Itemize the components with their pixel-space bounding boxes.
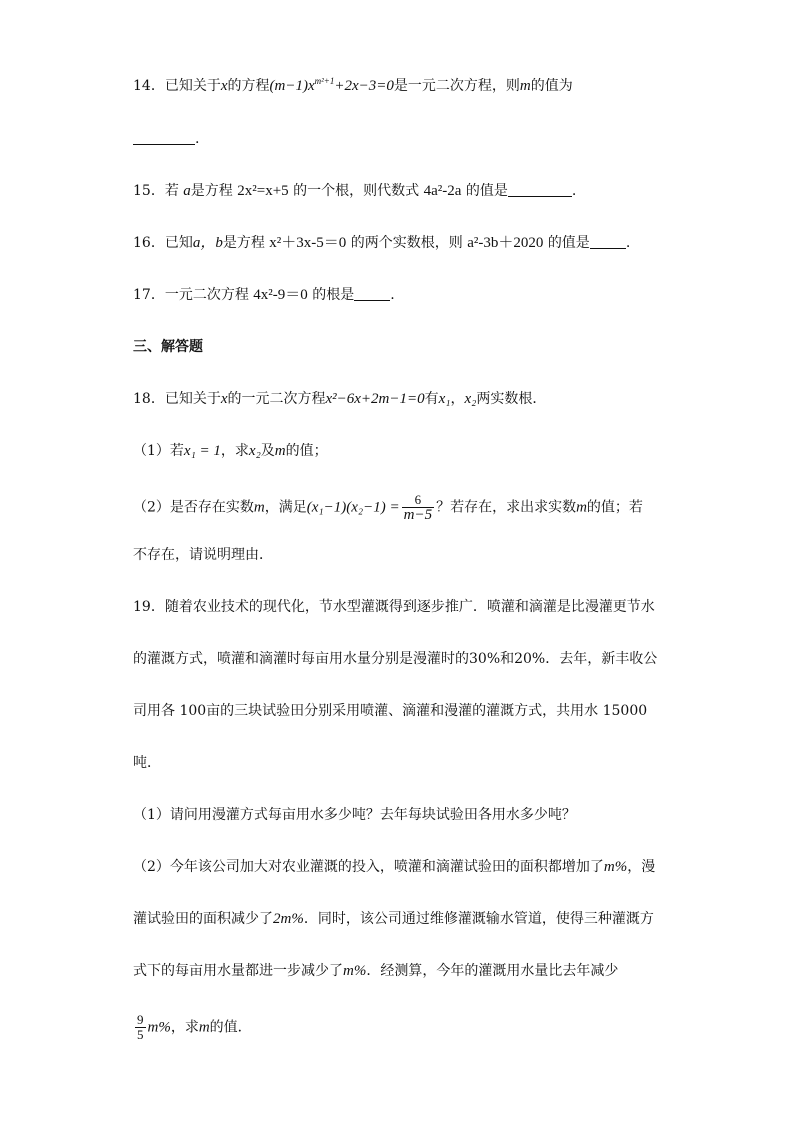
question-17 — [133, 285, 661, 305]
q15-expression: 4a²-2a — [423, 183, 462, 199]
question-19-part-2-cont-2 — [133, 961, 661, 981]
q19-p2-text: ．同时，该公司通过维修灌溉输水管道，使得三种灌溉方 — [303, 911, 654, 927]
q19-p2-text: ，求 — [170, 1019, 199, 1036]
q14-text: 14．已知关于 — [133, 78, 221, 94]
answer-blank[interactable] — [590, 234, 626, 249]
q18-p1-condition: x₁ = 1 — [183, 443, 221, 459]
fraction-denominator: m−5 — [403, 507, 433, 523]
q16-vars: a，b — [192, 235, 223, 251]
q14-text: 是一元二次方程，则 — [393, 78, 520, 94]
question-19-line-1 — [133, 597, 661, 617]
question-18 — [133, 389, 661, 409]
q19-p2-m-percent: m% — [603, 859, 628, 875]
fraction-denominator: 5 — [137, 1027, 144, 1042]
q19-p1-text: （1）请问用漫灌方式每亩用水多少吨？去年每块试验田各用水多少吨？ — [133, 807, 576, 823]
question-19-part-2-cont-1 — [133, 909, 661, 929]
q19-text: 19．随着农业技术的现代化，节水型灌溉得到逐步推广．喷灌和滴灌是比漫灌更节水 — [133, 599, 655, 615]
section-title: 三、解答题 — [133, 339, 203, 355]
question-19-line-2 — [133, 649, 661, 669]
question-18-part-2 — [133, 493, 661, 522]
question-15 — [133, 181, 661, 201]
q18-p1-var-x2: x₂ — [248, 443, 261, 459]
q19-p2-m-percent: m% — [147, 1019, 171, 1036]
q19-p2-2m-percent: 2m% — [273, 911, 304, 927]
q15-equation: 2x²=x+5 — [237, 183, 289, 199]
q18-p2-lhs: (x₁−1)(x₂−1) = — [306, 499, 400, 516]
q19-text: 的灌溉方式，喷灌和滴灌时每亩用水量分别是漫灌时的30%和20%．去年，新丰收公 — [133, 651, 658, 667]
q16-text: 的两个实数根，则 — [350, 235, 463, 251]
q17-equation: 4x²-9＝0 — [253, 287, 308, 303]
q14-var-x: x — [220, 78, 228, 94]
q15-text: 的值是 — [465, 183, 508, 199]
q18-p2-var-m: m — [576, 499, 587, 516]
q17-end: . — [390, 287, 395, 303]
q18-p1-var-m: m — [274, 443, 286, 459]
question-19-line-4 — [133, 753, 661, 773]
q19-p2-text: 灌试验田的面积减少了 — [133, 911, 273, 927]
answer-blank[interactable] — [354, 286, 390, 301]
q14-eq-base: (m−1)x — [269, 78, 315, 94]
q18-root-x2: x₂ — [464, 391, 477, 407]
q18-p1-text: 的值； — [285, 443, 328, 459]
q18-p2-text: ，满足 — [264, 499, 307, 516]
q19-p2-text: ，漫 — [627, 859, 656, 875]
q18-p2-text: 的值；若 — [586, 499, 643, 516]
question-19-part-2-cont-3 — [133, 1013, 661, 1042]
q14-var-m: m — [519, 78, 531, 94]
q14-eq-rest: +2x−3=0 — [334, 78, 394, 94]
question-16 — [133, 233, 661, 253]
q18-text: 18．已知关于 — [133, 391, 221, 407]
q19-p2-m-percent: m% — [343, 963, 367, 979]
question-14 — [133, 76, 661, 96]
q18-var-x: x — [220, 391, 228, 407]
q18-text: 的一元二次方程 — [227, 391, 326, 407]
q15-end: . — [571, 183, 577, 199]
q18-p2-fraction — [402, 493, 434, 522]
q18-text: 两实数根． — [476, 391, 547, 407]
q15-text: 15．若 — [133, 183, 179, 199]
q16-equation: x²＋3x-5＝0 — [269, 235, 347, 251]
q18-root-x1: x₁ — [438, 391, 451, 407]
q19-p2-text: （2）今年该公司加大对农业灌溉的投入，喷灌和滴灌试验田的面积都增加了 — [133, 859, 604, 875]
q17-text: 17．一元二次方程 — [133, 287, 249, 303]
q19-text: 司用各 100亩的三块试验田分别采用喷灌、滴灌和漫灌的灌溉方式，共用水 15000 — [133, 703, 648, 719]
q18-p2-text: （2）是否存在实数 — [133, 499, 254, 516]
fraction-numerator: 9 — [137, 1012, 144, 1027]
q14-end: . — [195, 131, 200, 147]
q15-var-a: a — [183, 183, 191, 199]
q15-text: 是方程 — [190, 183, 233, 199]
q16-text: 是方程 — [222, 235, 265, 251]
q16-end: . — [625, 235, 631, 251]
q17-text: 的根是 — [312, 287, 355, 303]
answer-blank[interactable] — [508, 182, 572, 197]
q19-p2-var-m: m — [198, 1019, 210, 1036]
q15-text: 的一个根，则代数式 — [293, 183, 420, 199]
q19-text: 吨． — [133, 755, 161, 771]
q16-text: 的值是 — [547, 235, 590, 251]
q18-equation: x²−6x+2m−1=0 — [325, 391, 425, 407]
q14-text: 的方程 — [227, 78, 270, 94]
q19-p2-text: 式下的每亩用水量都进一步减少了 — [133, 963, 343, 979]
fraction-numerator: 6 — [414, 492, 422, 507]
q18-p1-text: （1）若 — [133, 443, 184, 459]
q19-fraction — [135, 1013, 146, 1042]
q18-p1-text: 及 — [260, 443, 275, 459]
question-18-part-2-cont — [133, 545, 661, 565]
q18-text: 有 — [424, 391, 439, 407]
q16-text: 16．已知 — [133, 235, 193, 251]
q19-p2-text: 的值． — [209, 1019, 252, 1036]
question-19-line-3 — [133, 701, 661, 721]
q19-p2-text: ．经测算，今年的灌溉用水量比去年减少 — [366, 963, 619, 979]
answer-blank[interactable] — [133, 130, 195, 145]
question-19-part-2 — [133, 857, 661, 877]
question-18-part-1 — [133, 441, 661, 461]
q18-p2-var-m: m — [253, 499, 265, 516]
q18-separator: ， — [450, 391, 465, 407]
q16-expression: a²-3b＋2020 — [467, 235, 544, 251]
section-heading — [133, 337, 661, 357]
question-14-answer-line — [133, 129, 661, 149]
question-19-part-1 — [133, 805, 661, 825]
q14-text: 的值为 — [530, 78, 573, 94]
q18-p2-text: 不存在，请说明理由． — [133, 547, 273, 563]
q14-equation — [270, 78, 394, 94]
q18-p1-text: ，求 — [220, 443, 249, 459]
q14-eq-exponent: m²+1 — [314, 76, 335, 86]
q18-p2-text: ？若存在，求出求实数 — [436, 499, 577, 516]
